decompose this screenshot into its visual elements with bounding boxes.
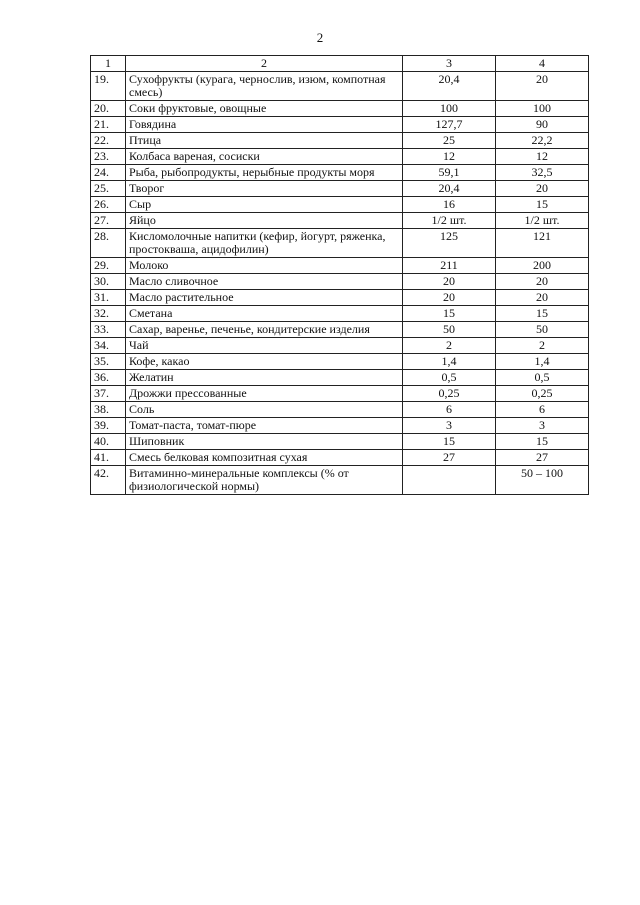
- value-column-4-cell: 0,25: [496, 386, 589, 402]
- value-column-3-cell: 20: [403, 290, 496, 306]
- value-column-4-cell: 32,5: [496, 165, 589, 181]
- value-column-3-cell: 3: [403, 418, 496, 434]
- column-header-2: 2: [126, 56, 403, 72]
- table-row: [91, 181, 589, 197]
- column-header-4: 4: [496, 56, 589, 72]
- row-number-cell: 20.: [91, 101, 126, 117]
- table-row: [91, 229, 589, 258]
- row-number-cell: 30.: [91, 274, 126, 290]
- value-column-3-cell: 0,5: [403, 370, 496, 386]
- value-column-4-cell: 200: [496, 258, 589, 274]
- product-name-cell: Говядина: [126, 117, 403, 133]
- row-number-cell: 26.: [91, 197, 126, 213]
- table-row: [91, 354, 589, 370]
- row-number-cell: 23.: [91, 149, 126, 165]
- value-column-4-cell: 15: [496, 434, 589, 450]
- value-column-3-cell: 125: [403, 229, 496, 258]
- page-number: 2: [316, 30, 324, 45]
- value-column-3-cell: 6: [403, 402, 496, 418]
- product-name-cell: Сахар, варенье, печенье, кондитерские изделия: [126, 322, 403, 338]
- row-number-cell: 21.: [91, 117, 126, 133]
- table-row: [91, 101, 589, 117]
- table-row: [91, 133, 589, 149]
- product-name-cell: Кисломолочные напитки (кефир, йогурт, ряженка, простокваша, ацидофилин): [126, 229, 403, 258]
- value-column-3-cell: 25: [403, 133, 496, 149]
- row-number-cell: 25.: [91, 181, 126, 197]
- row-number-cell: 29.: [91, 258, 126, 274]
- value-column-4-cell: 6: [496, 402, 589, 418]
- row-number-cell: 19.: [91, 72, 126, 101]
- table-row: [91, 322, 589, 338]
- row-number-cell: 39.: [91, 418, 126, 434]
- table-row: [91, 258, 589, 274]
- row-number-cell: 31.: [91, 290, 126, 306]
- table-row: [91, 165, 589, 181]
- table-row: [91, 370, 589, 386]
- value-column-4-cell: 2: [496, 338, 589, 354]
- value-column-3-cell: 127,7: [403, 117, 496, 133]
- product-name-cell: Рыба, рыбопродукты, нерыбные продукты моря: [126, 165, 403, 181]
- value-column-4-cell: 121: [496, 229, 589, 258]
- row-number-cell: 36.: [91, 370, 126, 386]
- value-column-3-cell: [403, 466, 496, 495]
- value-column-4-cell: 20: [496, 181, 589, 197]
- value-column-3-cell: 20,4: [403, 72, 496, 101]
- value-column-4-cell: 1,4: [496, 354, 589, 370]
- table-row: [91, 117, 589, 133]
- table-row: [91, 274, 589, 290]
- value-column-3-cell: 16: [403, 197, 496, 213]
- table-row: [91, 72, 589, 101]
- product-name-cell: Масло сливочное: [126, 274, 403, 290]
- table-row: [91, 386, 589, 402]
- row-number-cell: 42.: [91, 466, 126, 495]
- value-column-4-cell: 90: [496, 117, 589, 133]
- table-body: [91, 72, 589, 495]
- value-column-4-cell: 12: [496, 149, 589, 165]
- product-name-cell: Томат-паста, томат-пюре: [126, 418, 403, 434]
- product-name-cell: Смесь белковая композитная сухая: [126, 450, 403, 466]
- row-number-cell: 37.: [91, 386, 126, 402]
- row-number-cell: 27.: [91, 213, 126, 229]
- table-row: [91, 197, 589, 213]
- column-header-1: 1: [91, 56, 126, 72]
- row-number-cell: 22.: [91, 133, 126, 149]
- value-column-4-cell: 20: [496, 72, 589, 101]
- table-row: [91, 466, 589, 495]
- product-name-cell: Сметана: [126, 306, 403, 322]
- product-name-cell: Соль: [126, 402, 403, 418]
- product-name-cell: Кофе, какао: [126, 354, 403, 370]
- value-column-4-cell: 20: [496, 274, 589, 290]
- product-name-cell: Сыр: [126, 197, 403, 213]
- product-name-cell: Шиповник: [126, 434, 403, 450]
- value-column-4-cell: 50 – 100: [496, 466, 589, 495]
- row-number-cell: 34.: [91, 338, 126, 354]
- product-name-cell: Витаминно-минеральные комплексы (% от физиологической нормы): [126, 466, 403, 495]
- table-row: [91, 418, 589, 434]
- table-row: [91, 306, 589, 322]
- value-column-3-cell: 27: [403, 450, 496, 466]
- row-number-cell: 35.: [91, 354, 126, 370]
- value-column-3-cell: 100: [403, 101, 496, 117]
- value-column-3-cell: 20,4: [403, 181, 496, 197]
- row-number-cell: 38.: [91, 402, 126, 418]
- value-column-4-cell: 20: [496, 290, 589, 306]
- table-row: [91, 213, 589, 229]
- table-row: [91, 338, 589, 354]
- value-column-4-cell: 1/2 шт.: [496, 213, 589, 229]
- table-row: [91, 290, 589, 306]
- value-column-3-cell: 59,1: [403, 165, 496, 181]
- product-name-cell: Сухофрукты (курага, чернослив, изюм, компотная смесь): [126, 72, 403, 101]
- row-number-cell: 40.: [91, 434, 126, 450]
- value-column-3-cell: 15: [403, 306, 496, 322]
- value-column-3-cell: 50: [403, 322, 496, 338]
- table-row: [91, 149, 589, 165]
- value-column-4-cell: 15: [496, 197, 589, 213]
- value-column-4-cell: 3: [496, 418, 589, 434]
- row-number-cell: 33.: [91, 322, 126, 338]
- table-row: [91, 434, 589, 450]
- value-column-3-cell: 12: [403, 149, 496, 165]
- value-column-4-cell: 15: [496, 306, 589, 322]
- table-header-row: [91, 56, 589, 72]
- product-name-cell: Птица: [126, 133, 403, 149]
- value-column-4-cell: 0,5: [496, 370, 589, 386]
- value-column-4-cell: 22,2: [496, 133, 589, 149]
- product-name-cell: Масло растительное: [126, 290, 403, 306]
- value-column-3-cell: 15: [403, 434, 496, 450]
- row-number-cell: 41.: [91, 450, 126, 466]
- row-number-cell: 28.: [91, 229, 126, 258]
- row-number-cell: 24.: [91, 165, 126, 181]
- product-name-cell: Дрожжи прессованные: [126, 386, 403, 402]
- product-name-cell: Колбаса вареная, сосиски: [126, 149, 403, 165]
- product-name-cell: Чай: [126, 338, 403, 354]
- table-row: [91, 450, 589, 466]
- product-name-cell: Яйцо: [126, 213, 403, 229]
- product-name-cell: Соки фруктовые, овощные: [126, 101, 403, 117]
- value-column-3-cell: 211: [403, 258, 496, 274]
- row-number-cell: 32.: [91, 306, 126, 322]
- value-column-3-cell: 1,4: [403, 354, 496, 370]
- table-row: [91, 402, 589, 418]
- product-name-cell: Желатин: [126, 370, 403, 386]
- value-column-4-cell: 50: [496, 322, 589, 338]
- value-column-3-cell: 0,25: [403, 386, 496, 402]
- product-name-cell: Творог: [126, 181, 403, 197]
- value-column-4-cell: 100: [496, 101, 589, 117]
- value-column-3-cell: 1/2 шт.: [403, 213, 496, 229]
- nutrition-norms-table: [90, 55, 589, 495]
- value-column-3-cell: 2: [403, 338, 496, 354]
- value-column-3-cell: 20: [403, 274, 496, 290]
- column-header-3: 3: [403, 56, 496, 72]
- product-name-cell: Молоко: [126, 258, 403, 274]
- value-column-4-cell: 27: [496, 450, 589, 466]
